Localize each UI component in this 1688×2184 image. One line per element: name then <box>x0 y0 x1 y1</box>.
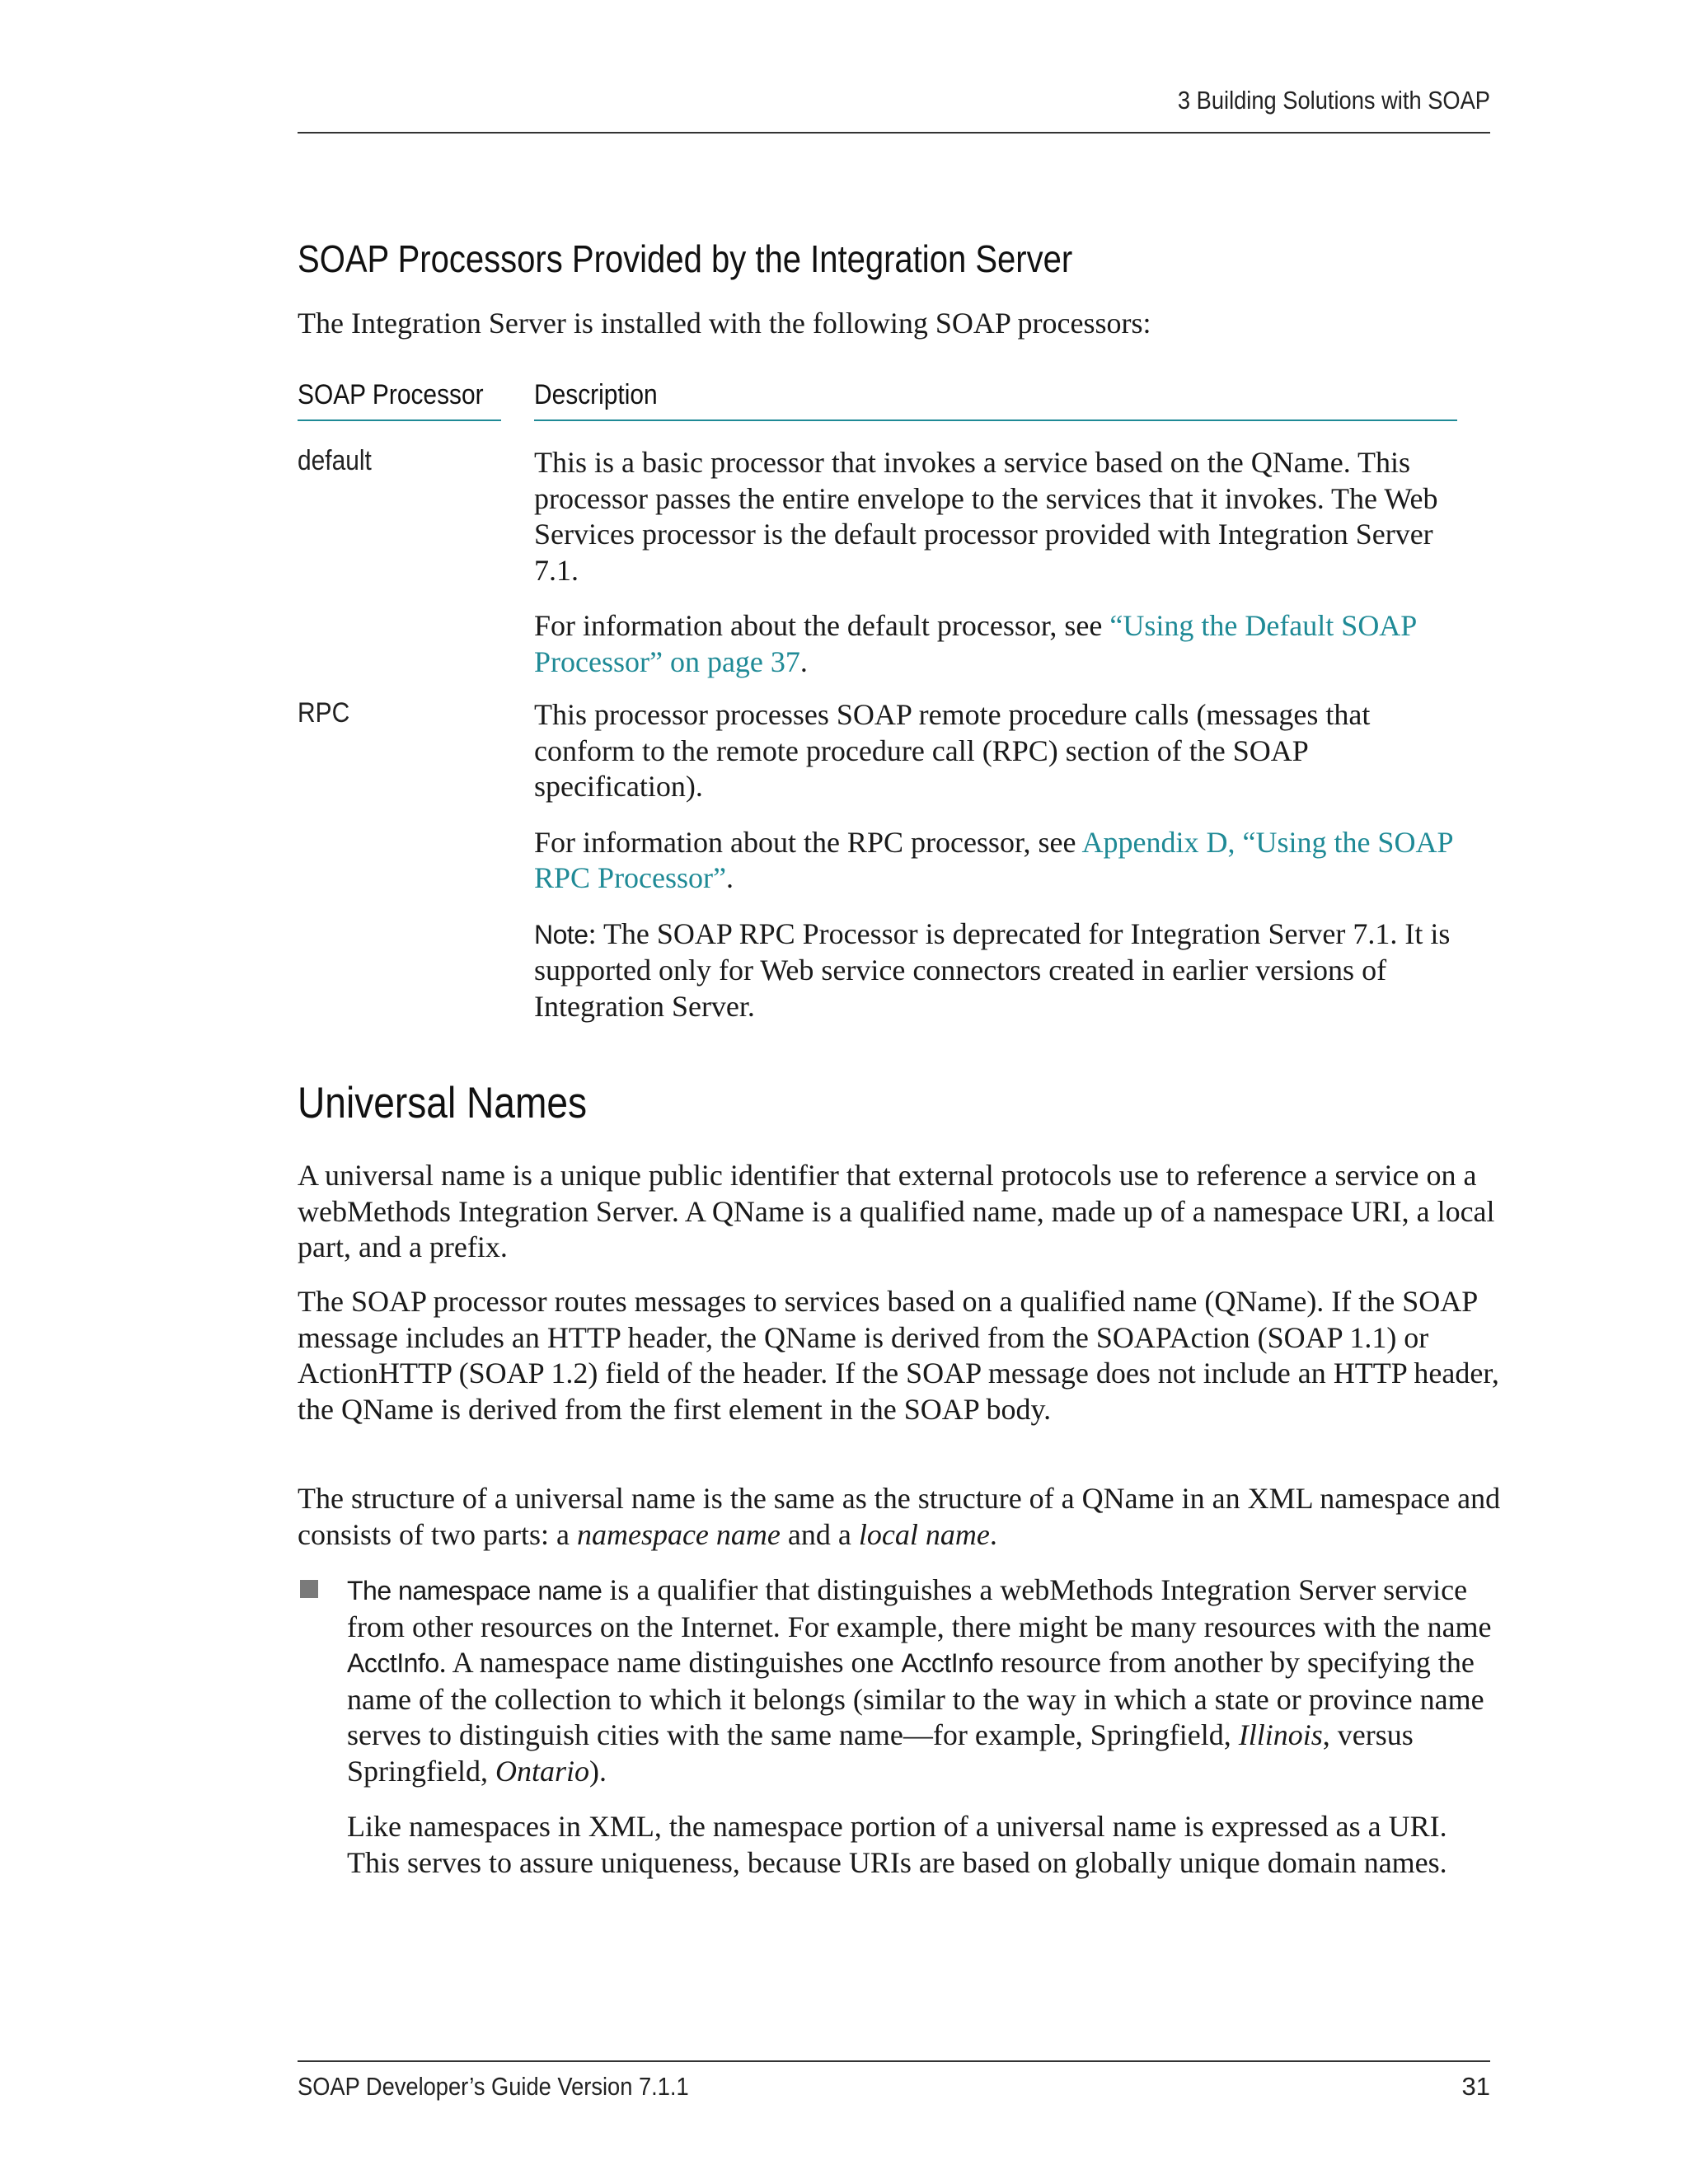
running-header: 3 Building Solutions with SOAP <box>1177 86 1490 115</box>
link-appendix-d-soap-rpc[interactable]: Appendix D, “Using the SOAP RPC Processor” <box>534 825 1453 894</box>
table-header-description: Description <box>534 379 658 410</box>
desc-rpc-p1: This processor processes SOAP remote procedure calls (messages that conform to the remote procedure call (RPC) section of the SOAP specification). <box>534 698 1371 803</box>
bullet-p1: The namespace name is a qualifier that distinguishes a webMethods Integration Server service from other resources on the Internet. For example, there might be many resources with the name AcctInfo. A namespace name distinguishes one AcctInfo resource from another by specifying the name of the collection to which it belongs (similar to the way in which a state or province name serves to distinguish cities with the same name—for example, Springfield, Illinois, versus Springfield, Ontario). <box>347 1573 1492 1788</box>
bullet-namespace-name <box>347 1572 1501 1881</box>
desc-default-p1: This is a basic processor that invokes a service based on the QName. This processor passes the entire envelope to the services that it invokes. The Web Services processor is the default processor provided with Integration Server 7.1. <box>534 446 1438 587</box>
code-acctinfo-2: AcctInfo <box>901 1648 994 1678</box>
table-term-rpc: RPC <box>298 697 350 729</box>
note-label: Note <box>534 919 588 949</box>
section-heading-universal-names: Universal Names <box>298 1079 588 1127</box>
bullet-p2: Like namespaces in XML, the namespace portion of a universal name is expressed as a URI. This serves to assure uniqueness, because URIs are based on globally unique domain names. <box>347 1810 1447 1879</box>
table-term-default: default <box>298 445 372 476</box>
table-header-rule-col1 <box>298 419 501 421</box>
bullet-lead: The namespace name <box>347 1576 603 1605</box>
footer-page-number: 31 <box>1461 2072 1490 2101</box>
footer-doc-title: SOAP Developer’s Guide Version 7.1.1 <box>298 2072 689 2101</box>
table-desc-rpc <box>534 697 1457 1024</box>
universal-names-p2: The SOAP processor routes messages to services based on a qualified name (QName). If the SOAP message includes an HTTP header, the QName is derived from the SOAPAction (SOAP 1.1) or ActionHTTP (SOAP 1.2) field of the header. If the SOAP message does not include an HTTP header, the QName is derived from the first element in the SOAP body. <box>298 1285 1499 1426</box>
desc-rpc-p2: For information about the RPC processor, see Appendix D, “Using the SOAP RPC Processor”. <box>534 825 1453 894</box>
intro-paragraph: The Integration Server is installed with the following SOAP processors: <box>298 307 1151 340</box>
link-using-default-soap-processor[interactable]: “Using the Default SOAP Processor” on page 37 <box>534 609 1416 678</box>
desc-default-p2: For information about the default processor, see “Using the Default SOAP Processor” on page 37. <box>534 609 1416 678</box>
bullet-square-icon <box>300 1580 318 1598</box>
code-acctinfo: AcctInfo <box>347 1648 439 1678</box>
universal-names-p1: A universal name is a unique public identifier that external protocols use to reference a service on a webMethods Integration Server. A QName is a qualified name, made up of a namespace URI, a local part, and a prefix. <box>298 1159 1495 1263</box>
table-header-soap-processor: SOAP Processor <box>298 379 484 410</box>
section-heading-soap-processors: SOAP Processors Provided by the Integration Server <box>298 237 1073 280</box>
footer-rule <box>298 2060 1490 2062</box>
desc-rpc-note: Note: The SOAP RPC Processor is deprecated for Integration Server 7.1. It is supported only for Web service connectors created in earlier versions of Integration Server. <box>534 916 1451 1023</box>
header-rule <box>298 132 1490 134</box>
universal-names-p3: The structure of a universal name is the same as the structure of a QName in an XML namespace and consists of two parts: a namespace name and a local name. <box>298 1482 1501 1551</box>
table-desc-default <box>534 445 1457 680</box>
table-header-rule-col2 <box>534 419 1457 421</box>
